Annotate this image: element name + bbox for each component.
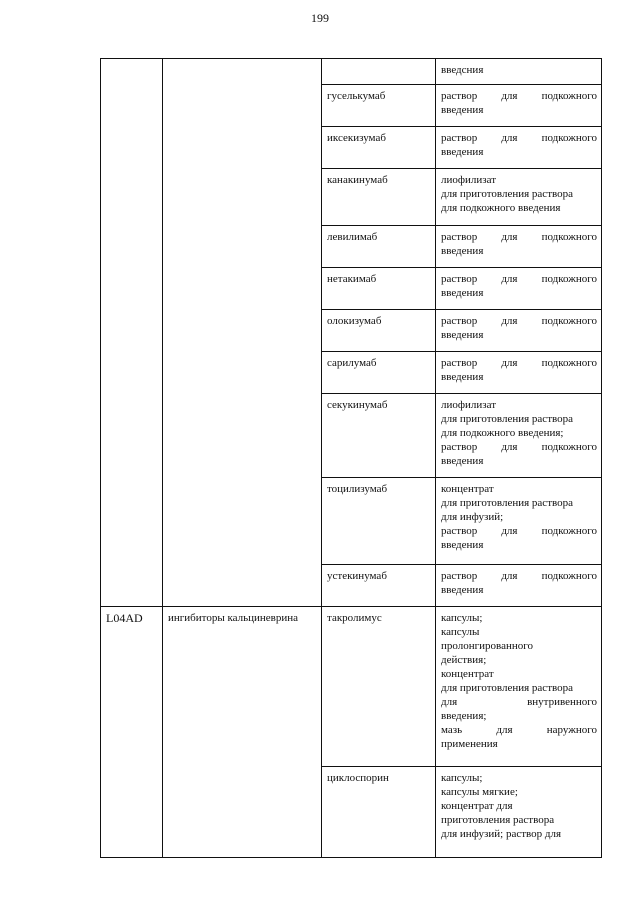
drug-name-cell: [322, 127, 436, 169]
dosage-form-line: для приготовления раствора: [441, 682, 573, 694]
dosage-form-line: капсулы;: [441, 612, 483, 624]
atc-code-cell: [101, 59, 163, 607]
dosage-form-line: введения: [441, 287, 484, 299]
drug-name-cell: [322, 85, 436, 127]
dosage-form-line: раствор для подкожного: [441, 570, 597, 582]
dosage-form-line: приготовления раствора: [441, 814, 555, 826]
dosage-form-line: капсулы;: [441, 772, 483, 784]
dosage-form-line: раствор для подкожного: [441, 273, 597, 285]
dosage-form-line: раствор для подкожного: [441, 525, 597, 537]
drug-name-cell: [322, 226, 436, 268]
dosage-form-line: лиофилизат: [441, 399, 497, 411]
drug-name: устекинумаб: [327, 570, 387, 582]
dosage-form-line: раствор для подкожного: [441, 441, 597, 453]
dosage-form-line: введения;: [441, 710, 487, 722]
page-number: 199: [311, 11, 329, 25]
dosage-form-line: введения: [441, 371, 484, 383]
drug-name-cell: [322, 268, 436, 310]
drug-name-cell: [322, 59, 436, 85]
drug-name-cell: [322, 478, 436, 565]
dosage-form-line: для инфузий;: [441, 511, 504, 523]
dosage-form-cell: [436, 394, 602, 478]
drug-name: нетакимаб: [327, 273, 377, 285]
dosage-form-line: для подкожного введения;: [441, 427, 564, 439]
dosage-form-line: для внутривенного: [441, 696, 597, 708]
dosage-form-cell: [436, 478, 602, 565]
dosage-form-cell: [436, 59, 602, 85]
dosage-form-cell: [436, 352, 602, 394]
dosage-form-cell: [436, 310, 602, 352]
dosage-form-line: действия;: [441, 654, 487, 666]
dosage-form-cell: [436, 127, 602, 169]
drug-name-cell: [322, 310, 436, 352]
dosage-form-cell: [436, 169, 602, 226]
drug-name: сарилумаб: [327, 357, 377, 369]
atc-code: L04AD: [106, 611, 143, 625]
dosage-form-line: раствор для подкожного: [441, 357, 597, 369]
group-name-cell: [163, 607, 322, 858]
drug-name-cell: [322, 565, 436, 607]
drug-name: канакинумаб: [327, 174, 388, 186]
dosage-form-line: концентрат: [441, 668, 494, 680]
dosage-form-line: введения: [441, 539, 484, 551]
dosage-form-cell: [436, 607, 602, 767]
dosage-form-line: раствор для подкожного: [441, 90, 597, 102]
drug-name-cell: [322, 352, 436, 394]
dosage-form-line: для приготовления раствора: [441, 497, 573, 509]
drug-name-cell: [322, 767, 436, 858]
drug-name-cell: [322, 394, 436, 478]
dosage-form-line: для приготовления раствора: [441, 413, 573, 425]
dosage-form-line: раствор для подкожного: [441, 315, 597, 327]
dosage-form-line: введения: [441, 584, 484, 596]
drug-name: циклоспорин: [327, 772, 389, 784]
drug-name: секукинумаб: [327, 399, 388, 411]
dosage-form-cell: [436, 85, 602, 127]
dosage-form-line: введения: [441, 245, 484, 257]
dosage-form-line: введения: [441, 329, 484, 341]
dosage-form-line: введения: [441, 455, 484, 467]
drug-name-cell: [322, 607, 436, 767]
table-row: [101, 59, 602, 85]
dosage-form-cell: [436, 268, 602, 310]
dosage-form-line: концентрат: [441, 483, 494, 495]
drug-name: тоцилизумаб: [327, 483, 388, 495]
group-name: ингибиторы кальциневрина: [168, 612, 299, 624]
dosage-form-line: пролонгированного: [441, 640, 533, 652]
dosage-form-line: введения: [441, 104, 484, 116]
drug-name: такролимус: [327, 612, 382, 624]
dosage-form-line: для подкожного введения: [441, 202, 561, 214]
drug-name-cell: [322, 169, 436, 226]
dosage-form-line: введения: [441, 146, 484, 158]
dosage-form-cell: [436, 226, 602, 268]
dosage-form-cell: [436, 767, 602, 858]
drug-name: левилимаб: [327, 231, 378, 243]
table-row: [101, 607, 602, 767]
drug-name: олокизумаб: [327, 315, 382, 327]
drug-name: иксекизумаб: [327, 132, 386, 144]
drug-name: гуселькумаб: [327, 90, 386, 102]
dosage-form-line: концентрат для: [441, 800, 513, 812]
dosage-form-line: лиофилизат: [441, 174, 497, 186]
atc-code-cell: [101, 607, 163, 858]
dosage-form-line: раствор для подкожного: [441, 132, 597, 144]
dosage-form-line: введсния: [441, 64, 484, 76]
drug-table: [100, 58, 602, 858]
dosage-form-line: капсулы мягкие;: [441, 786, 518, 798]
dosage-form-line: мазь для наружного: [441, 724, 597, 736]
dosage-form-line: для инфузий; раствор для: [441, 828, 562, 840]
dosage-form-line: капсулы: [441, 626, 480, 638]
group-name-cell: [163, 59, 322, 607]
dosage-form-line: для приготовления раствора: [441, 188, 573, 200]
dosage-form-line: раствор для подкожного: [441, 231, 597, 243]
dosage-form-cell: [436, 565, 602, 607]
dosage-form-line: применения: [441, 738, 498, 750]
